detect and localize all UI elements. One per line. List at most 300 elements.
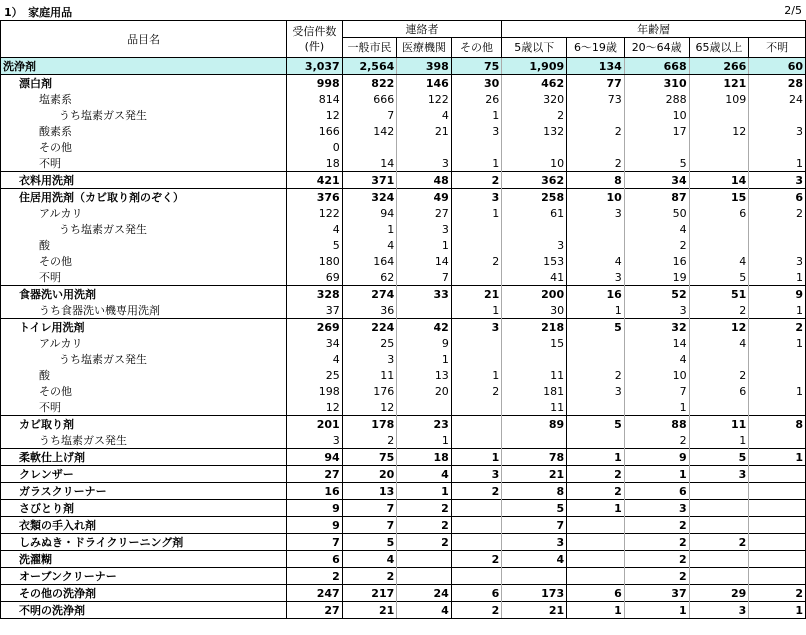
cell-general: 94 [342,205,397,221]
cell-total: 18 [287,155,343,172]
cell-general: 36 [342,302,397,319]
cell-general: 1 [342,221,397,237]
cell-age20: 32 [624,319,689,336]
cell-age65: 109 [689,91,749,107]
cell-general: 20 [342,466,397,483]
cell-age20: 3 [624,302,689,319]
cell-age65: 11 [689,416,749,433]
cell-medical: 4 [397,107,452,123]
cell-age65: 121 [689,75,749,92]
cell-age65: 4 [689,335,749,351]
cell-medical [397,551,452,568]
cell-age6 [567,551,625,568]
cell-total: 9 [287,500,343,517]
cell-general: 274 [342,286,397,303]
table-row [1,189,806,206]
cell-age5: 8 [502,483,567,500]
cell-age6: 4 [567,253,625,269]
cell-unknown: 3 [749,253,806,269]
cell-age6: 3 [567,269,625,286]
cell-age65 [689,483,749,500]
table-row [1,75,806,92]
cell-total: 3,037 [287,58,343,75]
table-header [1,21,806,58]
cell-unknown: 1 [749,449,806,466]
cell-medical: 23 [397,416,452,433]
cell-total: 4 [287,351,343,367]
cell-other [451,568,501,585]
cell-general: 7 [342,500,397,517]
cell-medical [397,139,452,155]
cell-other [451,269,501,286]
cell-age5: 173 [502,585,567,602]
cell-unknown: 3 [749,172,806,189]
cell-age65 [689,351,749,367]
cell-total: 998 [287,75,343,92]
cell-total: 37 [287,302,343,319]
table-row [1,351,806,367]
table-row [1,335,806,351]
cell-age5: 15 [502,335,567,351]
cell-general: 75 [342,449,397,466]
cell-age6: 2 [567,155,625,172]
cell-unknown [749,551,806,568]
table-row [1,319,806,336]
cell-unknown [749,466,806,483]
cell-age5: 21 [502,602,567,619]
cell-unknown [749,221,806,237]
cell-age65 [689,155,749,172]
cell-age5: 7 [502,517,567,534]
cell-total: 94 [287,449,343,466]
table-row [1,432,806,449]
cell-age20: 19 [624,269,689,286]
cell-age5: 362 [502,172,567,189]
row-name: ガラスクリーナー [1,483,287,500]
cell-age5: 10 [502,155,567,172]
cell-medical: 398 [397,58,452,75]
cell-general: 224 [342,319,397,336]
cell-total: 2 [287,568,343,585]
cell-age20: 4 [624,351,689,367]
cell-age6 [567,237,625,253]
cell-other [451,534,501,551]
cell-general: 12 [342,399,397,416]
cell-age6: 73 [567,91,625,107]
cell-other [451,237,501,253]
cell-total: 6 [287,551,343,568]
cell-age5: 21 [502,466,567,483]
group-age-header: 年齢層 [502,21,806,38]
cell-general: 2,564 [342,58,397,75]
cell-unknown: 8 [749,416,806,433]
cell-other: 75 [451,58,501,75]
cell-age6: 2 [567,367,625,383]
cell-total: 12 [287,107,343,123]
cell-unknown: 2 [749,319,806,336]
cell-age65: 2 [689,534,749,551]
cell-unknown [749,534,806,551]
row-name: 食器洗い用洗剤 [1,286,287,303]
row-name: しみぬき・ドライクリーニング剤 [1,534,287,551]
cell-medical: 9 [397,335,452,351]
cell-age20: 88 [624,416,689,433]
cell-age20: 1 [624,399,689,416]
cell-medical [397,568,452,585]
cell-age6 [567,399,625,416]
row-name: うち塩素ガス発生 [1,107,287,123]
cell-age65 [689,139,749,155]
cell-total: 814 [287,91,343,107]
cell-age65: 266 [689,58,749,75]
cell-age6 [567,107,625,123]
row-name: 洗濯糊 [1,551,287,568]
cell-medical [397,399,452,416]
cell-age65: 51 [689,286,749,303]
table-row [1,500,806,517]
cell-age5: 462 [502,75,567,92]
cell-age20: 37 [624,585,689,602]
cell-age5: 181 [502,383,567,399]
cell-age6 [567,517,625,534]
cell-age5: 153 [502,253,567,269]
cell-age5: 2 [502,107,567,123]
cell-medical: 49 [397,189,452,206]
row-name: 漂白剤 [1,75,287,92]
cell-total: 27 [287,602,343,619]
cell-age6: 3 [567,205,625,221]
cell-other: 2 [451,483,501,500]
row-name: 酸 [1,367,287,383]
cell-age6: 5 [567,416,625,433]
cell-age5: 218 [502,319,567,336]
cell-age5 [502,221,567,237]
cell-age5: 3 [502,534,567,551]
table-row [1,253,806,269]
row-name: 塩素系 [1,91,287,107]
cell-medical: 1 [397,237,452,253]
cell-age6: 2 [567,123,625,139]
cell-general: 11 [342,367,397,383]
cell-age6 [567,568,625,585]
cell-medical: 1 [397,351,452,367]
cell-general: 142 [342,123,397,139]
cell-general: 324 [342,189,397,206]
col-age5-header: 5歳以下 [502,38,567,58]
cell-age6 [567,351,625,367]
cell-age20: 9 [624,449,689,466]
cell-other: 2 [451,602,501,619]
cell-age5: 200 [502,286,567,303]
cell-age65: 6 [689,205,749,221]
cell-age65: 15 [689,189,749,206]
row-name: 不明 [1,399,287,416]
row-name: さびとり剤 [1,500,287,517]
cell-age65: 5 [689,269,749,286]
table-row [1,483,806,500]
cell-unknown: 2 [749,205,806,221]
cell-age5: 11 [502,399,567,416]
cell-total: 421 [287,172,343,189]
cell-age65: 5 [689,449,749,466]
cell-total: 201 [287,416,343,433]
row-name: うち塩素ガス発生 [1,221,287,237]
cell-age65: 2 [689,302,749,319]
cell-general: 3 [342,351,397,367]
cell-general: 371 [342,172,397,189]
cell-age65: 14 [689,172,749,189]
cell-age65 [689,221,749,237]
row-name: カビ取り剤 [1,416,287,433]
cell-other: 1 [451,367,501,383]
cell-other [451,432,501,449]
row-name: 不明 [1,269,287,286]
cell-total: 328 [287,286,343,303]
col-total-label: 受信件数 [292,25,337,38]
cell-other [451,500,501,517]
cell-age5 [502,568,567,585]
cell-age65: 3 [689,466,749,483]
table-row [1,107,806,123]
cell-total: 69 [287,269,343,286]
cell-unknown: 3 [749,123,806,139]
cell-general: 7 [342,107,397,123]
cell-age6: 1 [567,449,625,466]
report-header [0,2,806,18]
col-total-header [287,21,343,58]
cell-total: 376 [287,189,343,206]
cell-unknown [749,399,806,416]
col-name-header: 品目名 [1,21,287,58]
cell-other [451,351,501,367]
cell-age20: 7 [624,383,689,399]
cell-age20: 2 [624,237,689,253]
cell-age5: 30 [502,302,567,319]
cell-unknown: 1 [749,383,806,399]
cell-medical: 3 [397,221,452,237]
cell-general: 21 [342,602,397,619]
row-name: 衣料用洗剤 [1,172,287,189]
cell-unknown [749,367,806,383]
cell-age65: 1 [689,432,749,449]
cell-age6 [567,335,625,351]
col-age20-header: 20～64歳 [624,38,689,58]
cell-age5 [502,432,567,449]
row-name: 不明の洗浄剤 [1,602,287,619]
cell-age20: 2 [624,517,689,534]
cell-total: 180 [287,253,343,269]
cell-age65: 12 [689,123,749,139]
cell-age6: 1 [567,602,625,619]
cell-unknown: 1 [749,335,806,351]
cell-general: 13 [342,483,397,500]
cell-unknown: 1 [749,155,806,172]
table-row [1,237,806,253]
cell-age20: 17 [624,123,689,139]
cell-other [451,139,501,155]
section-title: 1） 家庭用品 [4,6,73,19]
cell-age5: 132 [502,123,567,139]
cell-total: 7 [287,534,343,551]
row-name: トイレ用洗剤 [1,319,287,336]
cell-medical: 2 [397,500,452,517]
cell-age20: 668 [624,58,689,75]
table-row [1,155,806,172]
cell-medical: 2 [397,534,452,551]
cell-age6: 5 [567,319,625,336]
cell-other: 21 [451,286,501,303]
cell-age20 [624,139,689,155]
cell-general: 178 [342,416,397,433]
row-name: 洗浄剤 [1,58,287,75]
cell-age5: 4 [502,551,567,568]
cell-age20: 2 [624,551,689,568]
cell-age20: 50 [624,205,689,221]
cell-other: 6 [451,585,501,602]
cell-age5: 89 [502,416,567,433]
cell-age6 [567,139,625,155]
row-name: その他 [1,139,287,155]
cell-general [342,139,397,155]
cell-total: 0 [287,139,343,155]
cell-general: 7 [342,517,397,534]
cell-medical: 42 [397,319,452,336]
cell-other: 2 [451,172,501,189]
col-general-header: 一般市民 [342,38,397,58]
table-row [1,602,806,619]
cell-age6: 1 [567,302,625,319]
table-row [1,568,806,585]
cell-unknown: 28 [749,75,806,92]
cell-medical: 13 [397,367,452,383]
cell-unknown [749,517,806,534]
cell-age65 [689,237,749,253]
cell-other: 1 [451,302,501,319]
cell-age20: 4 [624,221,689,237]
cell-unknown [749,351,806,367]
cell-other: 3 [451,123,501,139]
row-name: 不明 [1,155,287,172]
cell-medical: 1 [397,432,452,449]
row-name: オーブンクリーナー [1,568,287,585]
cell-medical: 24 [397,585,452,602]
cell-medical: 3 [397,155,452,172]
cell-age6 [567,534,625,551]
cell-age5: 41 [502,269,567,286]
cell-unknown: 1 [749,269,806,286]
cell-total: 198 [287,383,343,399]
cell-age6: 16 [567,286,625,303]
row-name: クレンザー [1,466,287,483]
cell-age5: 11 [502,367,567,383]
cell-total: 122 [287,205,343,221]
cell-unknown [749,432,806,449]
cell-age20: 87 [624,189,689,206]
cell-age20: 16 [624,253,689,269]
cell-total: 4 [287,221,343,237]
cell-unknown [749,568,806,585]
cell-age20: 5 [624,155,689,172]
cell-age65 [689,500,749,517]
table-row [1,449,806,466]
row-name: 住居用洗剤（カビ取り剤のぞく） [1,189,287,206]
cell-general: 666 [342,91,397,107]
table-row [1,585,806,602]
col-age65-header: 65歳以上 [689,38,749,58]
cell-total: 16 [287,483,343,500]
poison-inquiry-table [0,20,806,619]
cell-other: 1 [451,155,501,172]
cell-other: 2 [451,253,501,269]
cell-general: 2 [342,432,397,449]
cell-age65 [689,517,749,534]
cell-age65: 4 [689,253,749,269]
cell-other: 1 [451,107,501,123]
cell-unknown: 1 [749,602,806,619]
table-row [1,58,806,75]
row-name: 酸素系 [1,123,287,139]
table-row [1,399,806,416]
cell-age20: 3 [624,500,689,517]
col-total-unit: (件) [304,40,325,53]
cell-general: 5 [342,534,397,551]
cell-age5: 320 [502,91,567,107]
row-name: 衣類の手入れ剤 [1,517,287,534]
cell-age5: 1,909 [502,58,567,75]
cell-total: 27 [287,466,343,483]
row-name: その他の洗浄剤 [1,585,287,602]
cell-general: 4 [342,237,397,253]
cell-age20: 1 [624,466,689,483]
cell-age6: 2 [567,483,625,500]
row-name: アルカリ [1,335,287,351]
cell-total: 34 [287,335,343,351]
cell-medical: 14 [397,253,452,269]
cell-medical: 4 [397,602,452,619]
cell-age5: 5 [502,500,567,517]
table-row [1,123,806,139]
cell-general: 62 [342,269,397,286]
row-name: 柔軟仕上げ剤 [1,449,287,466]
cell-medical: 2 [397,517,452,534]
cell-general: 217 [342,585,397,602]
cell-age65: 29 [689,585,749,602]
cell-other [451,517,501,534]
cell-age6: 10 [567,189,625,206]
cell-general: 14 [342,155,397,172]
cell-age65 [689,568,749,585]
table-row [1,517,806,534]
group-contact-header: 連絡者 [342,21,502,38]
cell-age20: 10 [624,367,689,383]
table-row [1,367,806,383]
cell-total: 3 [287,432,343,449]
cell-age65: 3 [689,602,749,619]
cell-medical: 33 [397,286,452,303]
cell-general: 164 [342,253,397,269]
cell-age20: 288 [624,91,689,107]
cell-age6: 1 [567,500,625,517]
row-name: その他 [1,383,287,399]
cell-age5: 78 [502,449,567,466]
cell-age6: 6 [567,585,625,602]
cell-age6 [567,432,625,449]
cell-total: 166 [287,123,343,139]
cell-medical: 7 [397,269,452,286]
cell-total: 247 [287,585,343,602]
cell-age65 [689,399,749,416]
cell-unknown: 2 [749,585,806,602]
